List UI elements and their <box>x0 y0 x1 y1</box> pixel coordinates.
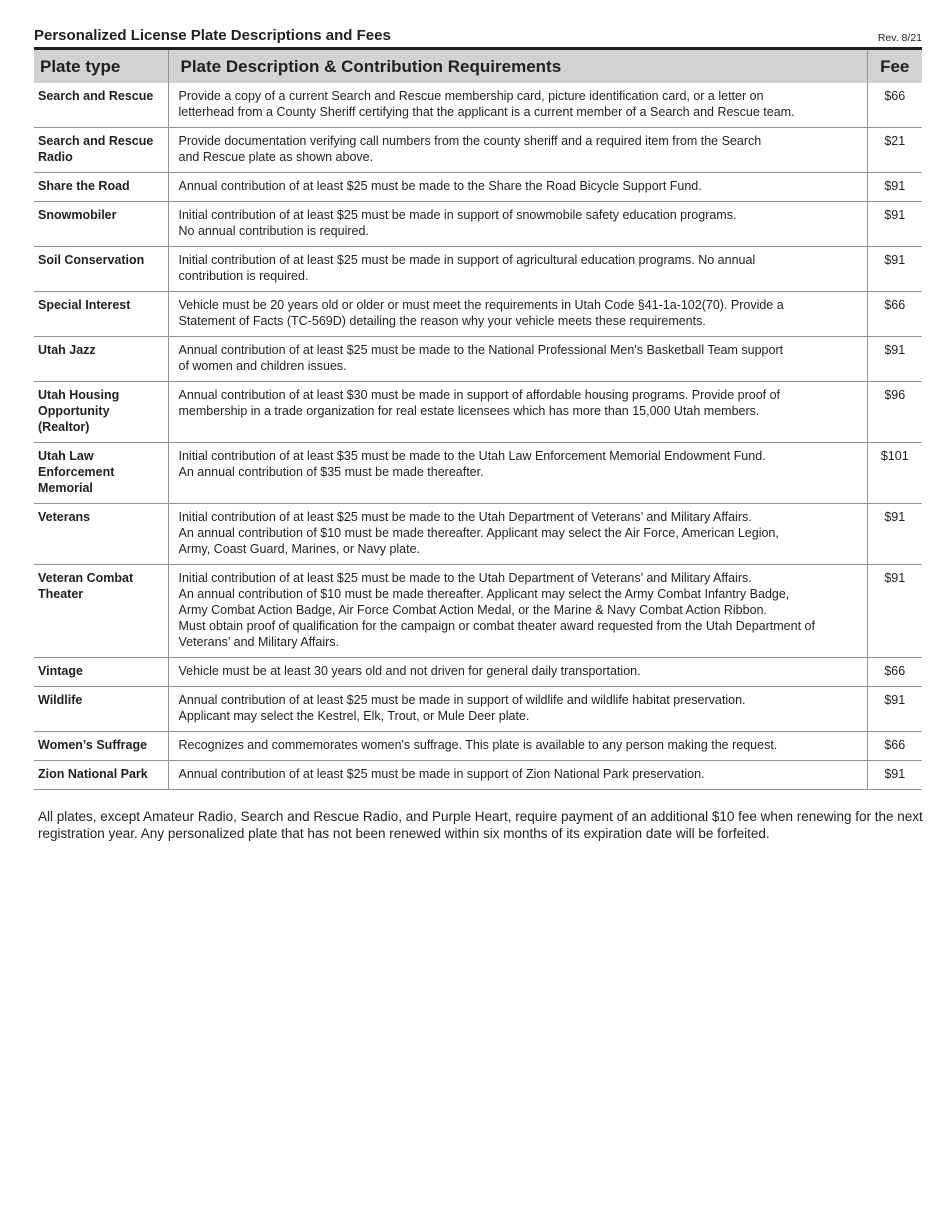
table-row <box>34 292 922 337</box>
fee-cell: $101 <box>867 443 922 504</box>
description-line: contribution is required. <box>178 269 309 283</box>
plate-description-cell <box>168 382 867 443</box>
description-line: Initial contribution of at least $25 must be made to the Utah Department of Veterans’ and Military Affairs. <box>178 510 752 524</box>
table-row <box>34 337 922 382</box>
fee-cell: $91 <box>867 337 922 382</box>
table-row <box>34 83 922 128</box>
table-row <box>34 658 922 687</box>
description-line: Provide a copy of a current Search and Rescue membership card, picture identification card, or a letter on <box>178 89 764 103</box>
plate-description-cell <box>168 292 867 337</box>
description-line: Must obtain proof of qualification for the campaign or combat theater award requested from the Utah Department of <box>178 619 815 633</box>
page-header <box>34 27 922 46</box>
table-header-row <box>34 50 922 83</box>
revision-label: Rev. 8/21 <box>877 32 922 44</box>
plate-description-cell <box>168 128 867 173</box>
description-line: of women and children issues. <box>178 359 347 373</box>
plate-description-cell <box>168 504 867 565</box>
plate-type-cell: Search and Rescue <box>34 83 168 128</box>
plate-type-cell: Utah Housing Opportunity (Realtor) <box>34 382 168 443</box>
fee-cell: $66 <box>867 658 922 687</box>
table-row <box>34 202 922 247</box>
plate-fees-table <box>34 50 922 790</box>
plate-description-cell <box>168 173 867 202</box>
plate-description-cell <box>168 687 867 732</box>
fee-cell: $96 <box>867 382 922 443</box>
plate-description-cell <box>168 202 867 247</box>
plate-type-cell: Women’s Suffrage <box>34 732 168 761</box>
table-row <box>34 443 922 504</box>
table-row <box>34 128 922 173</box>
table-row <box>34 761 922 790</box>
plate-description-cell <box>168 443 867 504</box>
column-header-fee: Fee <box>867 50 922 83</box>
plate-type-cell: Special Interest <box>34 292 168 337</box>
fee-cell: $91 <box>867 687 922 732</box>
plate-description-cell <box>168 83 867 128</box>
table-body <box>34 83 922 790</box>
description-line: An annual contribution of $10 must be made thereafter. Applicant may select the Air Force, American Legion, <box>178 526 779 540</box>
fee-cell: $21 <box>867 128 922 173</box>
description-line: Annual contribution of at least $30 must be made in support of affordable housing programs. Provide proof of <box>178 388 781 402</box>
table-row <box>34 504 922 565</box>
description-line: Army Combat Action Badge, Air Force Combat Action Medal, or the Marine & Navy Combat Action Ribbon. <box>178 603 767 617</box>
fee-cell: $66 <box>867 83 922 128</box>
fee-cell: $91 <box>867 565 922 658</box>
description-line: Annual contribution of at least $25 must be made in support of wildlife and wildlife habitat preservation. <box>178 693 746 707</box>
plate-type-cell: Snowmobiler <box>34 202 168 247</box>
plate-type-cell: Wildlife <box>34 687 168 732</box>
description-line: Veterans’ and Military Affairs. <box>178 635 339 649</box>
fee-cell: $91 <box>867 247 922 292</box>
table-row <box>34 247 922 292</box>
description-line: Initial contribution of at least $25 must be made in support of agricultural education programs. No annual <box>178 253 756 267</box>
fee-cell: $66 <box>867 292 922 337</box>
description-line: An annual contribution of $35 must be made thereafter. <box>178 465 484 479</box>
plate-description-cell <box>168 247 867 292</box>
plate-description-cell <box>168 337 867 382</box>
renewal-note: All plates, except Amateur Radio, Search and Rescue Radio, and Purple Heart, require payment of an additional $10 fee when renewing for the next registration year. Any personalized plate that has not been renewed within six months of its expiration date will be forfeited. <box>38 809 923 841</box>
table-row <box>34 382 922 443</box>
description-line: Initial contribution of at least $35 must be made to the Utah Law Enforcement Memorial Endowment Fund. <box>178 449 766 463</box>
plate-description-cell <box>168 732 867 761</box>
fee-cell: $91 <box>867 504 922 565</box>
description-line: Statement of Facts (TC-569D) detailing the reason why your vehicle meets these requirements. <box>178 314 706 328</box>
description-line: Applicant may select the Kestrel, Elk, Trout, or Mule Deer plate. <box>178 709 530 723</box>
description-line: Provide documentation verifying call numbers from the county sheriff and a required item from the Search <box>178 134 762 148</box>
fee-cell: $91 <box>867 202 922 247</box>
plate-type-cell: Share the Road <box>34 173 168 202</box>
description-line: Initial contribution of at least $25 must be made to the Utah Department of Veterans’ and Military Affairs. <box>178 571 752 585</box>
column-header-description: Plate Description & Contribution Requirements <box>168 50 867 83</box>
page-title: Personalized License Plate Descriptions and Fees <box>34 27 391 44</box>
plate-description-cell <box>168 761 867 790</box>
plate-type-cell: Zion National Park <box>34 761 168 790</box>
description-line: Vehicle must be at least 30 years old and not driven for general daily transportation. <box>178 664 641 678</box>
plate-type-cell: Search and Rescue Radio <box>34 128 168 173</box>
fee-cell: $66 <box>867 732 922 761</box>
plate-description-cell <box>168 658 867 687</box>
description-line: letterhead from a County Sheriff certifying that the applicant is a current member of a Search and Rescue team. <box>178 105 795 119</box>
plate-type-cell: Veterans <box>34 504 168 565</box>
table-row <box>34 732 922 761</box>
column-header-plate-type: Plate type <box>34 50 168 83</box>
table-row <box>34 173 922 202</box>
description-line: Vehicle must be 20 years old or older or must meet the requirements in Utah Code §41-1a-102(70). Provide a <box>178 298 784 312</box>
description-line: Annual contribution of at least $25 must be made to the National Professional Men's Basketball Team support <box>178 343 784 357</box>
plate-description-cell <box>168 565 867 658</box>
description-line: An annual contribution of $10 must be made thereafter. Applicant may select the Army Combat Infantry Badge, <box>178 587 790 601</box>
description-line: No annual contribution is required. <box>178 224 369 238</box>
description-line: Annual contribution of at least $25 must be made to the Share the Road Bicycle Support Fund. <box>178 179 702 193</box>
description-line: and Rescue plate as shown above. <box>178 150 374 164</box>
description-line: membership in a trade organization for real estate licensees which has more than 15,000 Utah members. <box>178 404 760 418</box>
description-line: Initial contribution of at least $25 must be made in support of snowmobile safety education programs. <box>178 208 737 222</box>
plate-type-cell: Vintage <box>34 658 168 687</box>
fee-cell: $91 <box>867 173 922 202</box>
plate-type-cell: Utah Jazz <box>34 337 168 382</box>
plate-type-cell: Veteran Combat Theater <box>34 565 168 658</box>
description-line: Recognizes and commemorates women's suffrage. This plate is available to any person making the request. <box>178 738 778 752</box>
description-line: Annual contribution of at least $25 must be made in support of Zion National Park preservation. <box>178 767 705 781</box>
table-row <box>34 565 922 658</box>
plate-type-cell: Utah Law Enforcement Memorial <box>34 443 168 504</box>
fee-cell: $91 <box>867 761 922 790</box>
description-line: Army, Coast Guard, Marines, or Navy plate. <box>178 542 421 556</box>
plate-type-cell: Soil Conservation <box>34 247 168 292</box>
table-row <box>34 687 922 732</box>
